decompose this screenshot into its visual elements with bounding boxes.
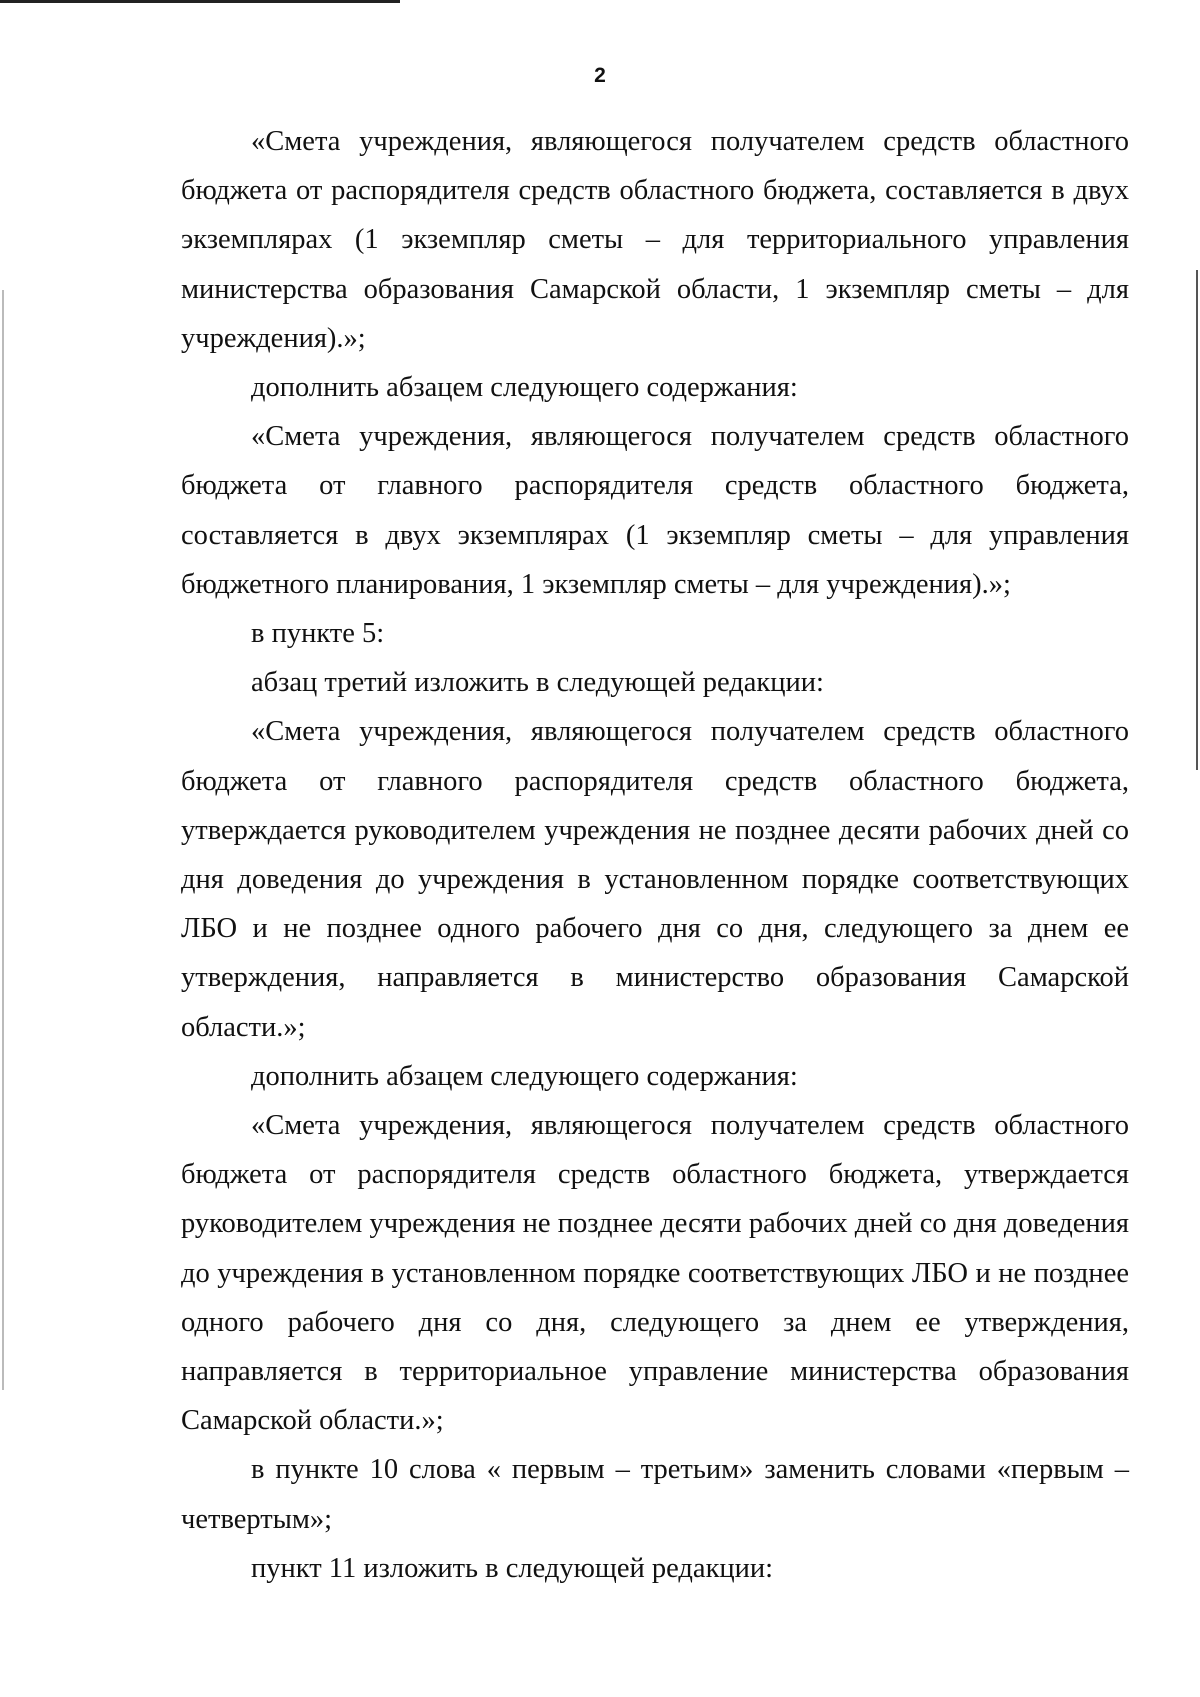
- paragraph-add-clause-2: дополнить абзацем следующего содержания:: [251, 1060, 798, 1092]
- paragraph-add-clause: дополнить абзацем следующего содержания:: [251, 372, 798, 404]
- scan-edge-right: [1196, 270, 1198, 770]
- document-body: [181, 117, 1129, 1593]
- paragraph-quote-estimate-approval-territorial: «Смета учреждения, являющегося получателем средств областного бюджета от распорядителя средств областного бюджета, утверждается руководителем учреждения не позднее десяти рабочих дней со дня доведения до учреждения в установленном порядке соответствующих ЛБО и не позднее одного рабочего дня со дня, следующего за днем ее утверждения, направляется в территориальное управление министерства образования Самарской области.»;: [181, 1110, 1129, 1437]
- paragraph-third-clause-revision: абзац третий изложить в следующей редакции:: [251, 667, 824, 699]
- paragraph-quote-estimate-main-distributor: «Смета учреждения, являющегося получателем средств областного бюджета от главного распорядителя средств областного бюджета, составляется в двух экземплярах (1 экземпляр сметы – для управления бюджетного планирования, 1 экземпляр сметы – для учреждения).»;: [181, 421, 1129, 600]
- page-number: 2: [594, 64, 606, 87]
- scan-edge-top: [0, 0, 400, 3]
- paragraph-point-5: в пункте 5:: [251, 618, 385, 650]
- paragraph-quote-estimate-approval-ministry: «Смета учреждения, являющегося получателем средств областного бюджета от главного распорядителя средств областного бюджета, утверждается руководителем учреждения не позднее десяти рабочих дней со дня доведения до учреждения в установленном порядке соответствующих ЛБО и не позднее одного рабочего дня со дня, следующего за днем ее утверждения, направляется в министерство образования Самарской области.»;: [181, 716, 1129, 1043]
- scan-edge-left: [2, 290, 4, 1390]
- paragraph-quote-estimate-distributor: «Смета учреждения, являющегося получателем средств областного бюджета от распорядителя средств областного бюджета, составляется в двух экземплярах (1 экземпляр сметы – для территориального управления министерства образования Самарской области, 1 экземпляр сметы – для учреждения).»;: [181, 126, 1129, 354]
- paragraph-point-10-replacement: в пункте 10 слова « первым – третьим» заменить словами «первым – четвертым»;: [181, 1454, 1129, 1535]
- paragraph-point-11-revision: пункт 11 изложить в следующей редакции:: [251, 1552, 774, 1584]
